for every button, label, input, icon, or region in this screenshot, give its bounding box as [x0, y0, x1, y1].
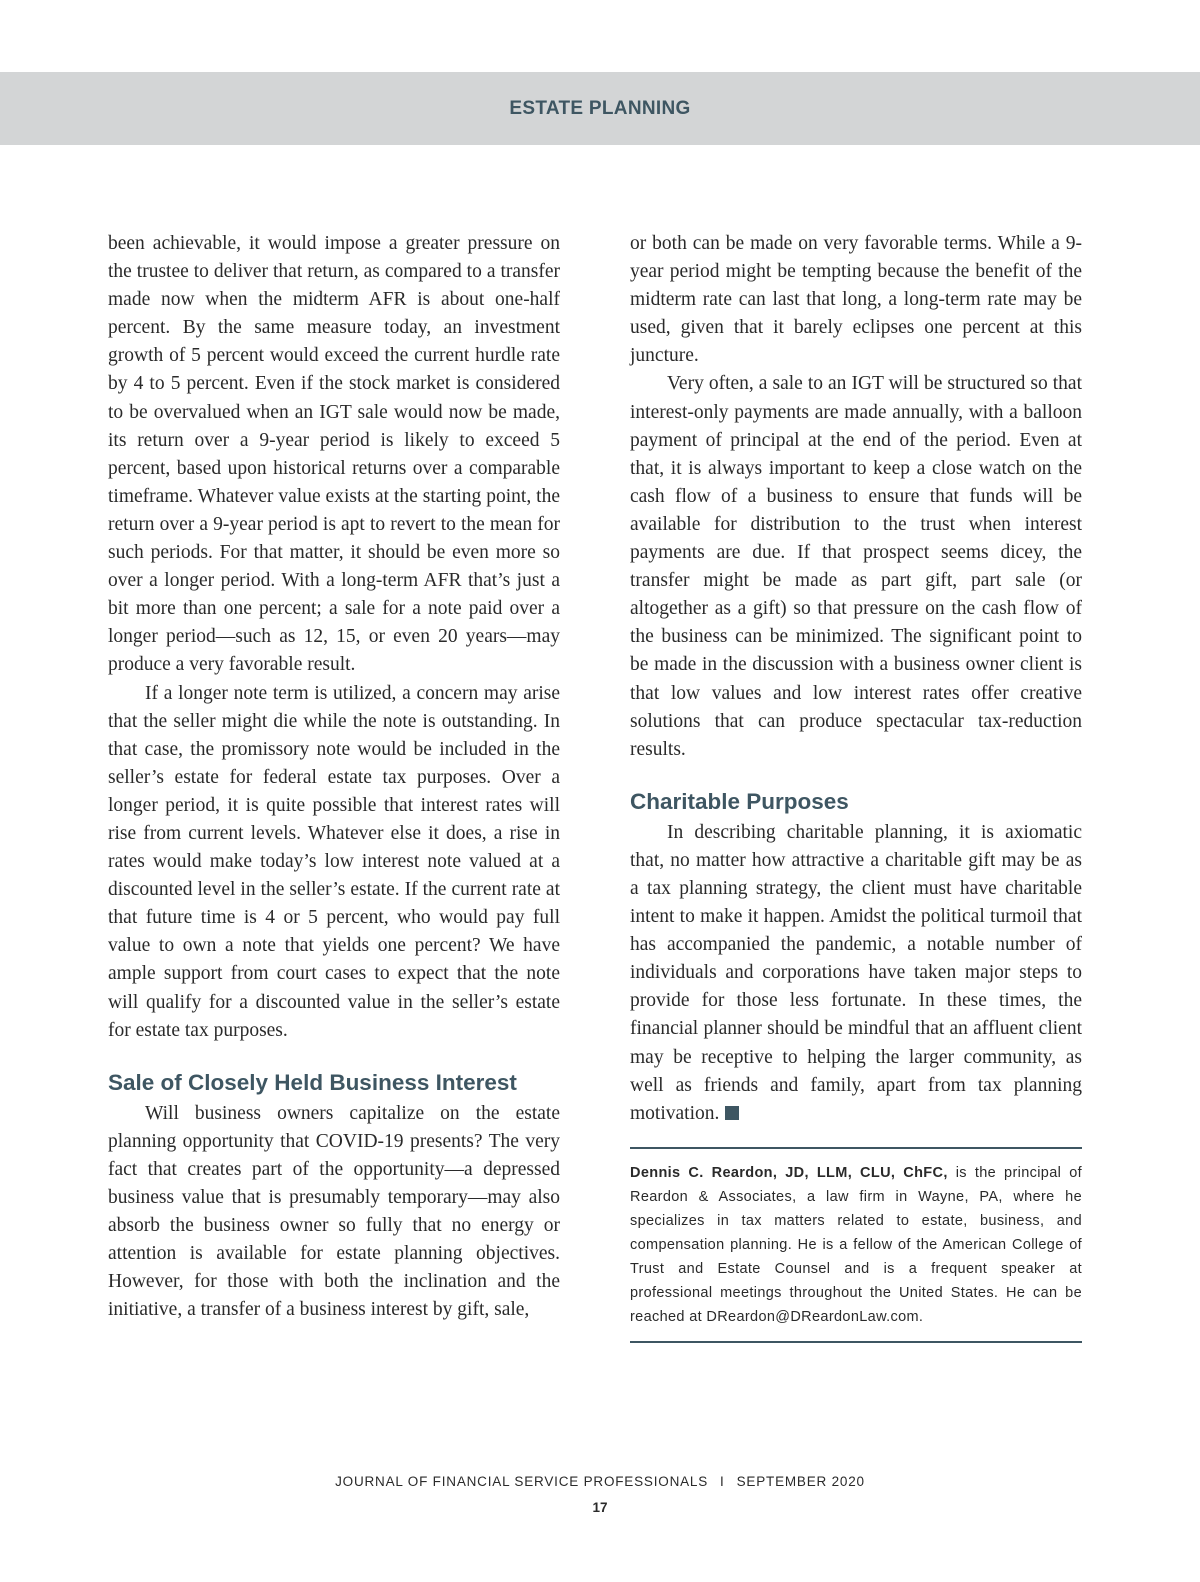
left-column	[108, 230, 560, 1324]
right-paragraph-2: Very often, a sale to an IGT will be structured so that interest-only payments are made annually, with a balloon payment of principal at the end of the period. Even at that, it is always important to keep a close watch on the cash flow of a business to ensure that funds will be available for distribution to the trust when interest payments are due. If that prospect seems dicey, the transfer might be made as part gift, part sale (or altogether as a gift) so that pressure on the cash flow of the business can be minimized. The significant point to be made in the discussion with a business owner client is that low values and low interest rates offer creative solutions that can produce spectacular tax-reduction results.	[630, 373, 1082, 760]
right-column	[630, 230, 1082, 1128]
right-paragraph-3-text: In describing charitable planning, it is axiomatic that, no matter how attractive a charitable gift may be as a tax planning strategy, the client must have charitable intent to make it happen. Amidst the political turmoil that has accompanied the pandemic, a notable number of individuals and corporations have taken major steps to provide for those less fortunate. In these times, the financial planner should be mindful that an affluent client may be receptive to helping the larger community, as well as friends and family, apart from tax planning motivation.	[630, 821, 1082, 1124]
footer-separator: I	[720, 1474, 725, 1489]
section-header-band	[0, 72, 1200, 145]
bio-divider-bottom	[630, 1341, 1082, 1343]
bio-divider-top	[630, 1147, 1082, 1149]
page-number: 17	[592, 1500, 608, 1515]
right-paragraph-1: or both can be made on very favorable terms. While a 9-year period might be tempting because the benefit of the midterm rate can last that long, a long-term rate may be used, given that it barely eclipses one percent at this juncture.	[630, 233, 1082, 367]
section-heading-sale-of-business: Sale of Closely Held Business Interest	[108, 1069, 517, 1095]
page-footer	[0, 1474, 1200, 1489]
author-bio	[630, 1161, 1082, 1329]
section-heading-charitable-purposes: Charitable Purposes	[630, 788, 849, 814]
author-bio-text: is the principal of Reardon & Associates, a law firm in Wayne, PA, where he specializes in tax matters related to estate, business, and compensation planning. He is a fellow of the American College of Trust and Estate Counsel and is a frequent speaker at professional meetings throughout the United States. He can be reached at DReardon@DReardonLaw.com.	[630, 1165, 1082, 1325]
section-label: ESTATE PLANNING	[509, 98, 691, 119]
left-paragraph-2: If a longer note term is utilized, a concern may arise that the seller might die while the note is outstanding. In that case, the promissory note would be included in the seller’s estate for federal estate tax purposes. Over a longer period, it is quite possible that interest rates will rise from current levels. Whatever else it does, a rise in rates would make today’s low interest note valued at a discounted level in the seller’s estate. If the current rate at that future time is 4 or 5 percent, who would pay full value to own a note that yields one percent? We have ample support from court cases to expect that the note will qualify for a discounted value in the seller’s estate for estate tax purposes.	[108, 682, 560, 1041]
journal-name: JOURNAL OF FINANCIAL SERVICE PROFESSIONALS	[335, 1474, 709, 1489]
end-of-article-icon	[725, 1106, 739, 1120]
right-paragraph-3	[630, 819, 1082, 1128]
author-name: Dennis C. Reardon, JD, LLM, CLU, ChFC,	[630, 1165, 948, 1181]
left-paragraph-1: been achievable, it would impose a greater pressure on the trustee to deliver that return, as compared to a transfer made now when the midterm AFR is about one-half percent. By the same measure today, an investment growth of 5 percent would exceed the current hurdle rate by 4 to 5 percent. Even if the stock market is considered to be overvalued when an IGT sale would now be made, its return over a 9-year period is likely to exceed 5 percent, based upon historical returns over a comparable timeframe. Whatever value exists at the starting point, the return over a 9-year period is apt to revert to the mean for such periods. For that matter, it should be even more so over a longer period. With a long-term AFR that’s just a bit more than one percent; a sale for a note paid over a longer period—such as 12, 15, or even 20 years—may produce a very favorable result.	[108, 233, 560, 676]
left-paragraph-3: Will business owners capitalize on the estate planning opportunity that COVID-19 presents? The very fact that creates part of the opportunity—a depressed business value that is presumably temporary—may also absorb the business owner so fully that no energy or attention is available for estate planning objectives. However, for those with both the inclination and the initiative, a transfer of a business interest by gift, sale,	[108, 1102, 560, 1321]
issue-date: SEPTEMBER 2020	[736, 1474, 865, 1489]
